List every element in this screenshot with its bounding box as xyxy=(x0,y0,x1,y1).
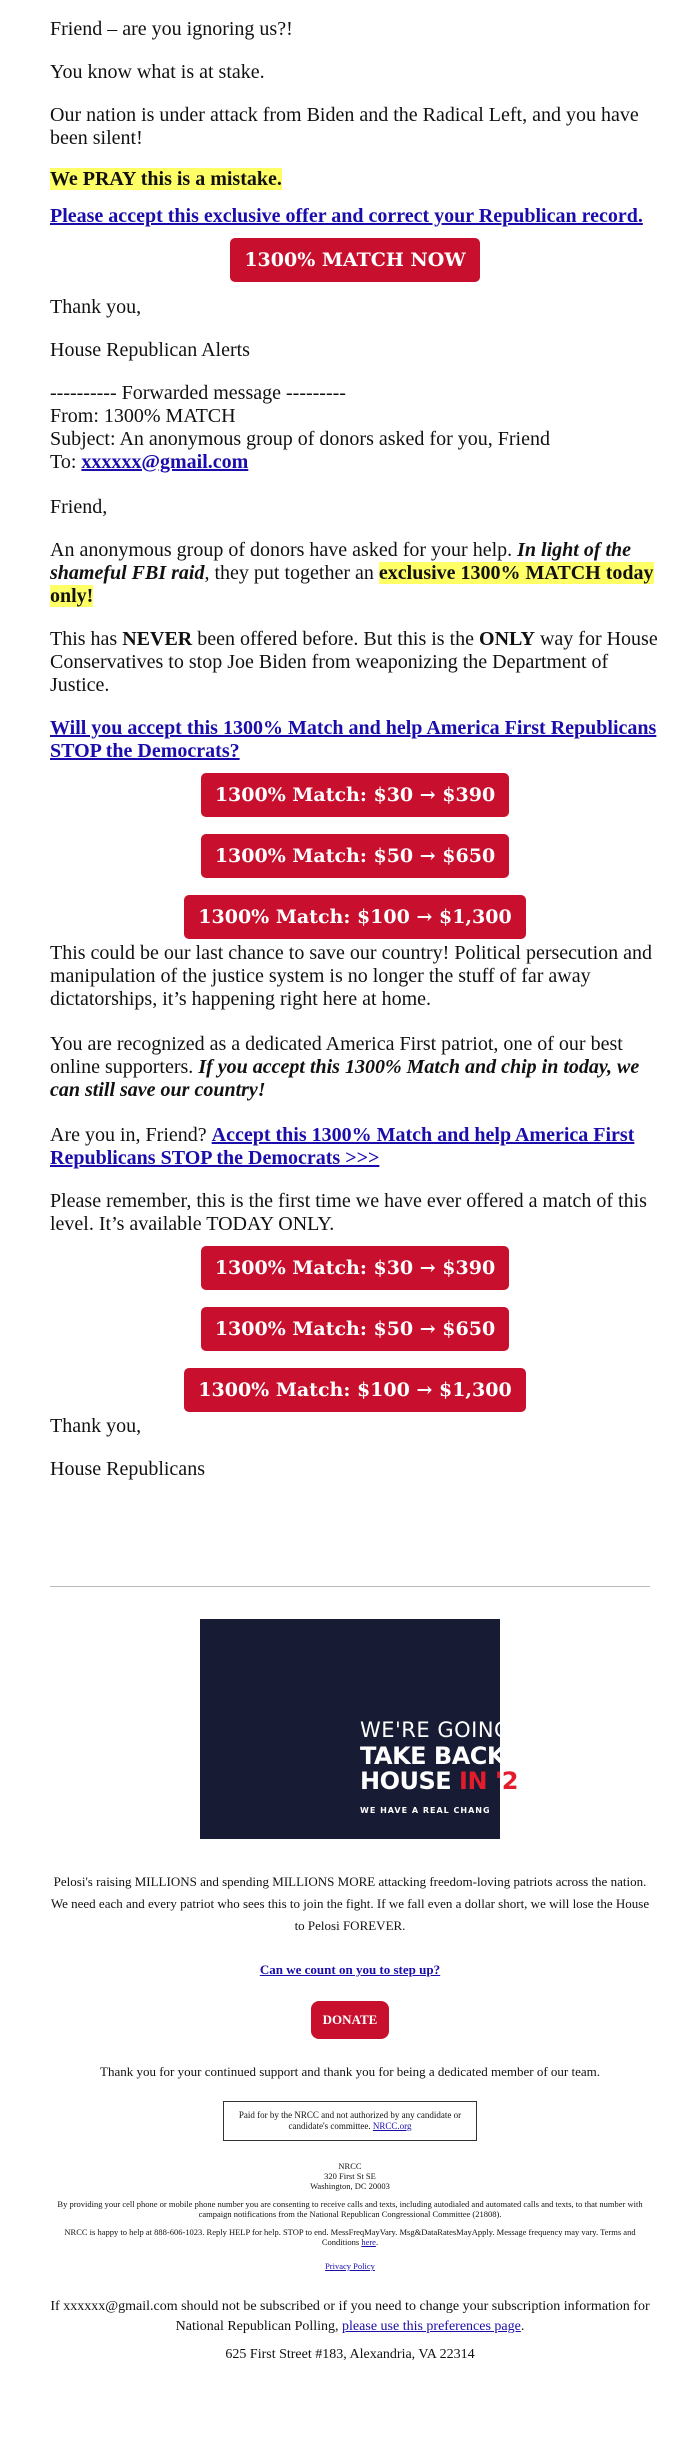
paragraph-donors: An anonymous group of donors have asked for your help. In light of the shameful FBI raid, they put together an exclusive 1300% MATCH today only! xyxy=(50,539,654,607)
to-line xyxy=(50,451,660,474)
match-30-button-2[interactable]: 1300% Match: $30 → $390 xyxy=(201,1246,509,1290)
email-footer xyxy=(50,1586,650,2365)
will-you-accept-link[interactable]: Will you accept this 1300% Match and help America First Republicans STOP the Democrats? xyxy=(50,717,657,762)
match-100-button[interactable]: 1300% Match: $100 → $1,300 xyxy=(184,895,525,939)
match-now-button[interactable]: 1300% MATCH NOW xyxy=(230,238,479,282)
match-50-button[interactable]: 1300% Match: $50 → $650 xyxy=(201,834,509,878)
donate-button[interactable]: DONATE xyxy=(311,2001,390,2039)
accept-offer-link[interactable]: Please accept this exclusive offer and correct your Republican record. xyxy=(50,205,643,227)
unsubscribe-text: If xxxxxx@gmail.com should not be subscribed or if you need to change your subscription information for National Republican Polling, please use this preferences page. xyxy=(50,2299,650,2334)
thanks-line-2: Thank you, xyxy=(50,1415,142,1437)
banner-line-3: HOUSE IN '2 xyxy=(360,1767,518,1795)
footer-divider xyxy=(50,1586,650,1587)
match-100-button-2[interactable]: 1300% Match: $100 → $1,300 xyxy=(184,1368,525,1412)
paragraph-are-you-in: Are you in, Friend? Accept this 1300% Match and help America First Republicans STOP the Democrats >>> xyxy=(50,1124,635,1169)
privacy-policy-link[interactable]: Privacy Policy xyxy=(325,2261,375,2271)
nrcc-address: NRCC 320 First St SE Washington, DC 20003 xyxy=(310,2161,390,2191)
take-back-house-banner xyxy=(200,1619,549,1839)
subject-line: Subject: An anonymous group of donors asked for you, Friend xyxy=(50,428,550,450)
signature-alerts: House Republican Alerts xyxy=(50,339,250,361)
banner-line-2: TAKE BACK TH xyxy=(360,1742,549,1770)
nrcc-link[interactable]: NRCC.org xyxy=(372,2121,412,2131)
pray-highlight: We PRAY this is a mistake. xyxy=(50,168,282,190)
greeting: Friend – are you ignoring us?! xyxy=(50,18,293,40)
banner-line-4: WE HAVE A REAL CHANG xyxy=(360,1806,491,1815)
accept-match-link[interactable]: Accept this 1300% Match and help America First Republicans STOP the Democrats >>> xyxy=(50,1124,635,1169)
to-label: To: xyxy=(50,451,82,473)
paragraph-stakes: You know what is at stake. xyxy=(50,61,265,83)
to-email-link[interactable]: xxxxxx@gmail.com xyxy=(81,451,249,473)
paragraph-last-chance: This could be our last chance to save our country! Political persecution and manipulation of the justice system is no longer the stuff of far away dictatorships, it’s happening right here at home. xyxy=(50,942,653,1010)
footer-street-address: 625 First Street #183, Alexandria, VA 22314 xyxy=(225,2347,475,2362)
email-body xyxy=(50,18,660,1503)
forwarded-block xyxy=(50,382,660,474)
thanks-line: Thank you, xyxy=(50,296,142,318)
preferences-link[interactable]: please use this preferences page xyxy=(342,2319,521,2334)
friend-salutation: Friend, xyxy=(50,496,108,518)
forward-header: ---------- Forwarded message --------- xyxy=(50,382,346,404)
from-line: From: 1300% MATCH xyxy=(50,405,236,427)
consent-text: By providing your cell phone or mobile phone number you are consenting to receive calls and texts, including autodialed and automated calls and texts, to that number with campaign notifications from the National Republican Congressional Committee (21808). xyxy=(57,2199,643,2219)
terms-link[interactable]: here xyxy=(361,2237,376,2247)
exclusive-match-highlight: exclusive 1300% MATCH today only! xyxy=(50,562,654,607)
step-up-link[interactable]: Can we count on you to step up? xyxy=(259,1962,441,1977)
footer-thanks: Thank you for your continued support and thank you for being a dedicated member of our team. xyxy=(100,2064,600,2079)
paragraph-remember: Please remember, this is the first time we have ever offered a match of this level. It’s available TODAY ONLY. xyxy=(50,1190,647,1235)
pelosi-pitch: Pelosi's raising MILLIONS and spending MILLIONS MORE attacking freedom-loving patriots across the nation. We need each and every patriot who sees this to join the fight. If we fall even a dollar short, we will lose the House to Pelosi FOREVER. xyxy=(50,1874,650,1933)
paragraph-never: This has NEVER been offered before. But this is the ONLY way for House Conservatives to stop Joe Biden from weaponizing the Department of Justice. xyxy=(50,628,658,696)
signature-house-republicans: House Republicans xyxy=(50,1458,205,1480)
match-30-button[interactable]: 1300% Match: $30 → $390 xyxy=(201,773,509,817)
paid-for-box: Paid for by the NRCC and not authorized by any candidate or candidate's committee. NRCC.org xyxy=(223,2101,477,2141)
match-50-button-2[interactable]: 1300% Match: $50 → $650 xyxy=(201,1307,509,1351)
help-text: NRCC is happy to help at 888-606-1023. Reply HELP for help. STOP to end. MessFreqMayVary. Msg&DataRatesMayApply. Message frequency may vary. Terms and Conditions here. xyxy=(64,2227,636,2247)
banner-line-1: WE'RE GOING T xyxy=(360,1718,532,1742)
paragraph-patriot: You are recognized as a dedicated America First patriot, one of our best online supporters. If you accept this 1300% Match and chip in today, we can still save our country! xyxy=(50,1033,640,1101)
fbi-raid-text: In light of the shameful FBI raid xyxy=(50,539,632,584)
paragraph-attack: Our nation is under attack from Biden and the Radical Left, and you have been silent! xyxy=(50,104,639,149)
